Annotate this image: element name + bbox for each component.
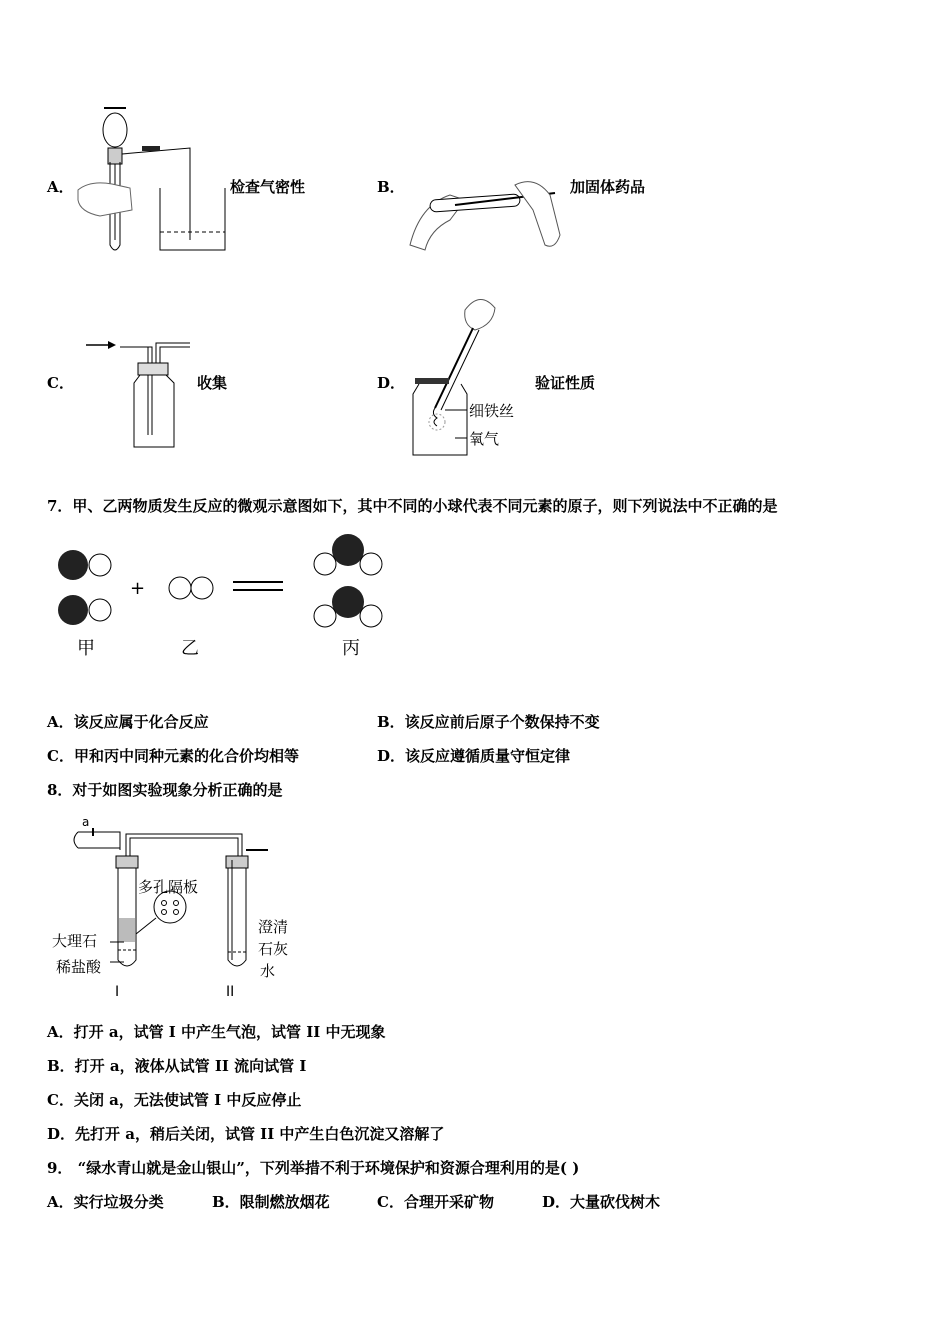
q8-option-c: C．关闭 a，无法使试管 I 中反应停止 — [47, 1091, 302, 1109]
label-yi: 乙 — [181, 638, 199, 659]
q8-option-d: D．先打开 a，稍后关闭，试管 II 中产生白色沉淀又溶解了 — [47, 1125, 445, 1143]
co2-generation-apparatus-figure — [48, 810, 308, 1010]
q8-option-a: A．打开 a，试管 I 中产生气泡，试管 II 中无现象 — [47, 1023, 386, 1041]
reaction-micro-diagram — [45, 530, 405, 665]
marble-label: 大理石 — [52, 932, 98, 950]
limewater-label-2: 石灰 — [258, 940, 289, 958]
gas-collection-bottle-figure — [82, 335, 197, 455]
q6-option-a-caption: 检查气密性 — [230, 178, 306, 196]
q6-option-c-caption: 收集 — [197, 374, 228, 392]
q8-stem: 8．对于如图实验现象分析正确的是 — [47, 781, 283, 799]
iron-wire-in-oxygen-figure — [405, 290, 535, 460]
q7-option-c: C．甲和丙中同种元素的化合价均相等 — [47, 747, 299, 765]
q7-option-b: B．该反应前后原子个数保持不变 — [377, 713, 600, 731]
q7-option-a: A．该反应属于化合反应 — [47, 713, 209, 731]
label-bing: 丙 — [342, 638, 360, 659]
q9-option-b: B．限制燃放烟花 — [212, 1193, 330, 1211]
q6-option-c-letter: C． — [47, 374, 74, 392]
add-solid-reagent-figure — [405, 175, 565, 255]
q6-option-b-caption: 加固体药品 — [570, 178, 646, 196]
tube-1-label: I — [115, 984, 120, 1000]
q6-option-b-letter: B． — [377, 178, 405, 196]
q7-stem: 7．甲、乙两物质发生反应的微观示意图如下，其中不同的小球代表不同元素的原子，则下列说法中不正确的是 — [47, 497, 778, 515]
valve-a-label: a — [82, 815, 90, 829]
tube-2-label: II — [226, 984, 235, 1000]
limewater-label-3: 水 — [260, 962, 276, 980]
airtightness-check-figure — [70, 100, 230, 260]
label-jia: 甲 — [77, 638, 95, 659]
wire-label: 细铁丝 — [469, 402, 515, 420]
q9-option-a: A．实行垃圾分类 — [47, 1193, 164, 1211]
limewater-label-1: 澄清 — [258, 918, 289, 936]
q9-option-c: C．合理开采矿物 — [377, 1193, 494, 1211]
q6-option-d-caption: 验证性质 — [535, 374, 596, 392]
q6-option-d-letter: D． — [377, 374, 406, 392]
plus-sign: + — [130, 578, 146, 599]
q9-option-d: D．大量砍伐树木 — [542, 1193, 661, 1211]
q8-option-b: B．打开 a，液体从试管 II 流向试管 I — [47, 1057, 307, 1075]
q6-option-a-letter: A． — [47, 178, 74, 196]
partition-label: 多孔隔板 — [138, 878, 199, 896]
oxygen-label: 氧气 — [469, 430, 500, 448]
acid-label: 稀盐酸 — [56, 958, 102, 976]
q9-stem: 9． “绿水青山就是金山银山”，下列举措不利于环境保护和资源合理利用的是( ) — [47, 1159, 580, 1177]
q7-option-d: D．该反应遵循质量守恒定律 — [377, 747, 571, 765]
